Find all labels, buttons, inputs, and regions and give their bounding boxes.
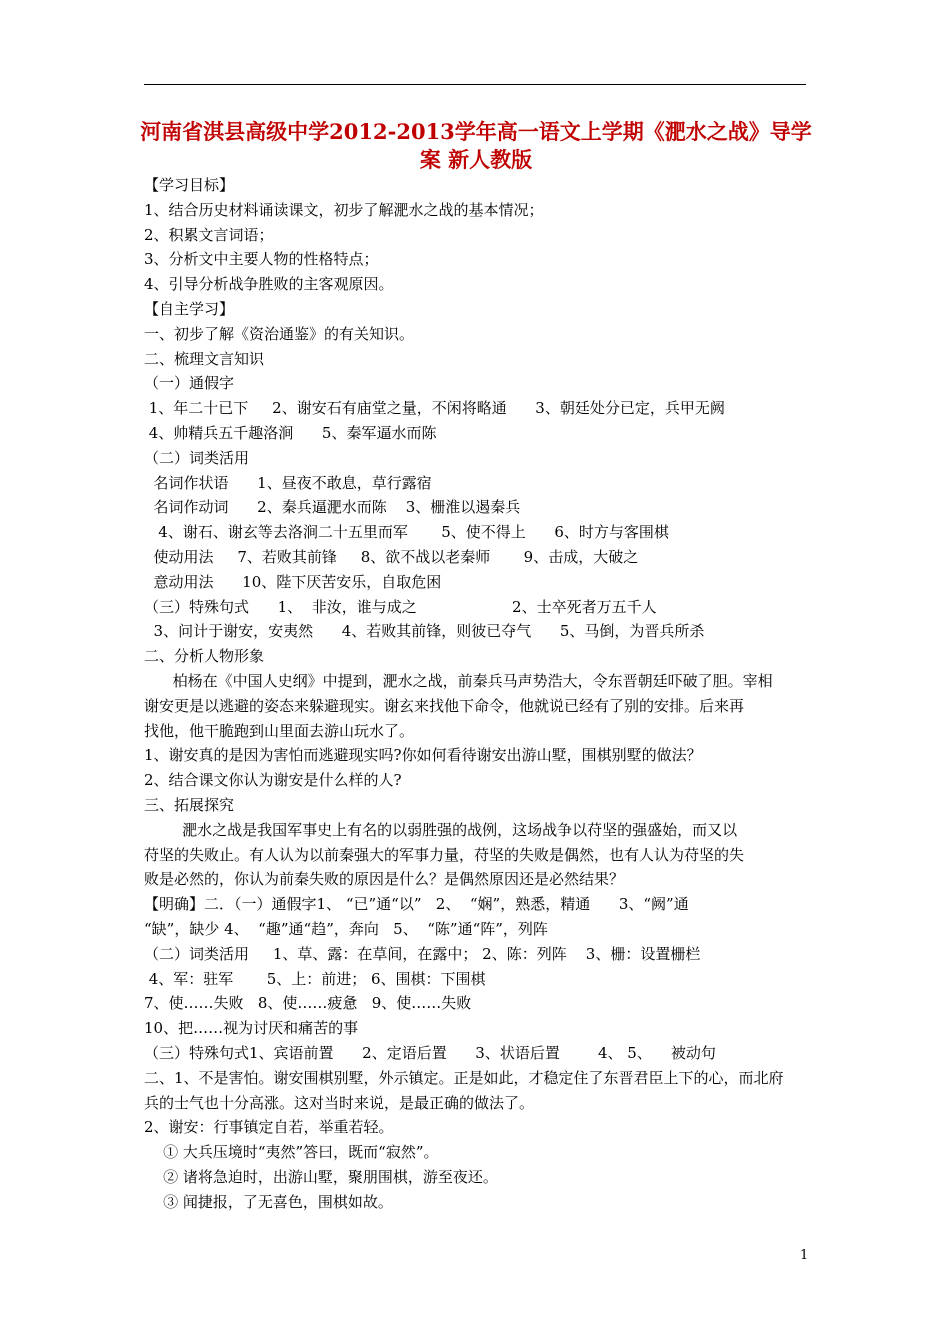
text-line: 2、积累文言词语；: [144, 225, 274, 244]
text-line: （一）通假字: [144, 374, 235, 393]
text-line: 4、军：驻军 5、上：前进； 6、围棋：下围棋: [144, 969, 486, 988]
header-rule: [144, 84, 806, 85]
text-line: “缺”，缺少 4、 “趣”通“趋”，奔向 5、 “陈”通“阵”，列阵: [144, 920, 548, 938]
text-line: 7、使……失败 8、使……疲惫 9、使……失败: [144, 994, 472, 1013]
text-line: 【学习目标】: [144, 176, 235, 194]
text-line: 兵的士气也十分高涨。这对当时来说，是最正确的做法了。: [144, 1093, 535, 1112]
text-line: （三）特殊句式 1、 非汝，谁与成之 2、士卒死者万五千人: [144, 597, 657, 616]
text-line: 败是必然的，你认为前秦失败的原因是什么？是偶然原因还是必然结果？: [144, 870, 625, 889]
text-line: 意动用法 10、陛下厌苦安乐，自取危困: [144, 572, 442, 591]
text-line: 二、分析人物形象: [144, 647, 265, 666]
text-line: （三）特殊句式1、宾语前置 2、定语后置 3、状语后置 4、 5、 被动句: [144, 1044, 716, 1062]
text-line: 二、梳理文言知识: [144, 349, 265, 368]
text-line: 4、谢石、谢玄等去洛涧二十五里而军 5、使不得上 6、时方与客围棋: [144, 523, 669, 542]
text-line: 2、结合课文你认为谢安是什么样的人?: [144, 771, 402, 790]
text-line: 苻坚的失败止。有人认为以前秦强大的军事力量，苻坚的失败是偶然，也有人认为苻坚的失: [144, 845, 745, 864]
text-line: 1、结合历史材料诵读课文，初步了解淝水之战的基本情况；: [144, 200, 544, 219]
text-line: 1、谢安真的是因为害怕而逃避现实吗?你如何看待谢安出游山墅，围棋别墅的做法？: [144, 746, 702, 765]
text-line: 【明确】二．（一）通假字1、 “已”通“以” 2、 “娴”，熟悉，精通 3、“阙”通: [144, 895, 689, 914]
text-line: （二）词类活用 1、草、露：在草间，在露中； 2、陈：列阵 3、栅：设置栅栏: [144, 944, 701, 963]
text-line: ① 大兵压境时“夷然”答曰，既而“寂然”。: [144, 1143, 439, 1162]
text-line: 3、分析文中主要人物的性格特点；: [144, 250, 379, 269]
text-line: 4、引导分析战争胜败的主客观原因。: [144, 275, 394, 294]
text-line: 名词作动词 2、秦兵逼淝水而陈 3、栅淮以遏秦兵: [144, 498, 521, 517]
text-line: 淝水之战是我国军事史上有名的以弱胜强的战例，这场战争以苻坚的强盛始，而又以: [144, 820, 738, 839]
text-line: 三、拓展探究: [144, 796, 235, 814]
text-line: （二）词类活用: [144, 448, 250, 467]
text-line: ② 诸将急迫时，出游山墅，聚朋围棋，游至夜还。: [144, 1168, 498, 1186]
text-line: 4、帅精兵五千趣洛涧 5、秦军逼水而陈: [144, 424, 437, 442]
text-line: 谢安更是以逃避的姿态来躲避现实。谢玄来找他下命令，他就说已经有了别的安排。后来再: [144, 696, 745, 715]
text-line: 2、谢安：行事镇定自若，举重若轻。: [144, 1118, 394, 1137]
text-line: 【自主学习】: [144, 300, 235, 318]
text-line: 名词作状语 1、昼夜不敢息，草行露宿: [144, 473, 432, 492]
text-line: 3、问计于谢安，安夷然 4、若败其前锋，则彼已夺气 5、马倒，为晋兵所杀: [144, 622, 705, 641]
text-line: 找他，他干脆跑到山里面去游山玩水了。: [144, 721, 415, 740]
text-line: 1、年二十已下 2、谢安石有庙堂之量，不闲将略通 3、朝廷处分已定，兵甲无阙: [144, 399, 725, 418]
text-line: 二、1、不是害怕。谢安围棋别墅，外示镇定。正是如此，才稳定住了东晋君臣上下的心，而北府: [144, 1068, 784, 1087]
text-line: 使动用法 7、若败其前锋 8、欲不战以老秦师 9、击成，大破之: [144, 548, 639, 566]
text-line: 一、初步了解《资治通鉴》的有关知识。: [144, 324, 415, 343]
text-line: ③ 闻捷报，了无喜色，围棋如故。: [144, 1192, 393, 1211]
text-line: 柏杨在《中国人史纲》中提到，淝水之战，前秦兵马声势浩大，令东晋朝廷吓破了胆。宰相: [144, 672, 773, 690]
page-number: 1: [800, 1248, 809, 1263]
text-line: 10、把……视为讨厌和痛苦的事: [144, 1019, 359, 1038]
document-title: 河南省淇县高级中学2012-2013学年高一语文上学期《淝水之战》导学案 新人教版: [140, 119, 812, 172]
